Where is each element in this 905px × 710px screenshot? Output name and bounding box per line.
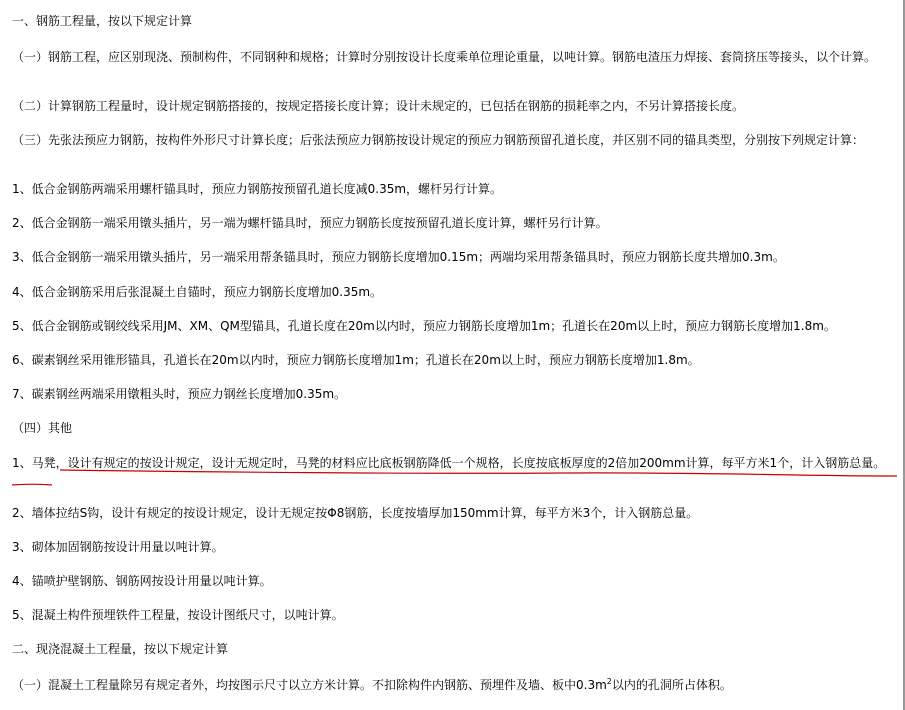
list-item-other-3: 3、砌体加固钢筋按设计用量以吨计算。	[12, 540, 224, 554]
section-heading-rebar: 一、钢筋工程量，按以下规定计算	[12, 14, 193, 28]
section-heading-concrete: 二、现浇混凝土工程量，按以下规定计算	[12, 642, 229, 656]
subsection-heading-other: （四）其他	[12, 421, 73, 435]
list-item-4: 4、低合金钢筋采用后张混凝土自锚时，预应力钢筋长度增加0.35m。	[12, 285, 383, 299]
superscript: 2	[606, 677, 612, 686]
paragraph-rebar-2: （二）计算钢筋工程量时，设计规定钢筋搭接的，按规定搭接长度计算；设计未规定的，已包括在钢筋的损耗率之内，不另计算搭接长度。	[12, 99, 745, 113]
list-item-5: 5、低合金钢筋或钢绞线采用JM、XM、QM型锚具，孔道长度在20m以内时，预应力钢筋长度增加1m；孔道长在20m以上时，预应力钢筋长度增加1.8m。	[12, 319, 836, 333]
list-item-6: 6、碳素钢丝采用锥形锚具，孔道长在20m以内时，预应力钢筋长度增加1m；孔道长在20m以上时，预应力钢筋长度增加1.8m。	[12, 353, 700, 367]
list-item-7: 7、碳素钢丝两端采用镦粗头时，预应力钢丝长度增加0.35m。	[12, 387, 347, 401]
list-item-other-2: 2、墙体拉结S钩，设计有规定的按设计规定，设计无规定按Φ8钢筋，长度按墙厚加150mm计算，每平方米3个，计入钢筋总量。	[12, 506, 699, 520]
list-item-2: 2、低合金钢筋一端采用镦头插片，另一端为螺杆锚具时，预应力钢筋长度按预留孔道长度计算，螺杆另行计算。	[12, 216, 608, 230]
paragraph-rebar-1: （一）钢筋工程，应区别现浇、预制构件，不同钢种和规格；计算时分别按设计长度乘单位理论重量，以吨计算。钢筋电渣压力焊接、套筒挤压等接头，以个计算。	[12, 50, 877, 64]
list-item-3: 3、低合金钢筋一端采用镦头插片，另一端采用帮条锚具时，预应力钢筋长度增加0.15m；两端均采用帮条锚具时，预应力钢筋长度共增加0.3m。	[12, 250, 785, 264]
paragraph-concrete-1-text: （一）混凝土工程量除另有规定者外，均按图示尺寸以立方米计算。不扣除构件内钢筋、预埋件及墙、板中0.3m	[12, 678, 607, 692]
paragraph-concrete-1-tail: 以内的孔洞所占体积。	[611, 678, 732, 692]
list-item-other-1: 1、马凳，设计有规定的按设计规定，设计无规定时，马凳的材料应比底板钢筋降低一个规格，长度按底板厚度的2倍加200mm计算，每平方米1个，计入钢筋总量。	[12, 456, 886, 470]
list-item-1: 1、低合金钢筋两端采用螺杆锚具时，预应力钢筋按预留孔道长度减0.35m，螺杆另行计算。	[12, 182, 503, 196]
paragraph-concrete-1	[12, 677, 892, 694]
red-underline-stroke	[12, 470, 897, 485]
list-item-other-5: 5、混凝土构件预埋铁件工程量，按设计图纸尺寸，以吨计算。	[12, 608, 344, 622]
list-item-other-4: 4、锚喷护壁钢筋、钢筋网按设计用量以吨计算。	[12, 574, 272, 588]
paragraph-rebar-3: （三）先张法预应力钢筋，按构件外形尺寸计算长度；后张法预应力钢筋按设计规定的预应力钢筋预留孔道长度，并区别不同的锚具类型，分别按下列规定计算：	[12, 133, 865, 147]
